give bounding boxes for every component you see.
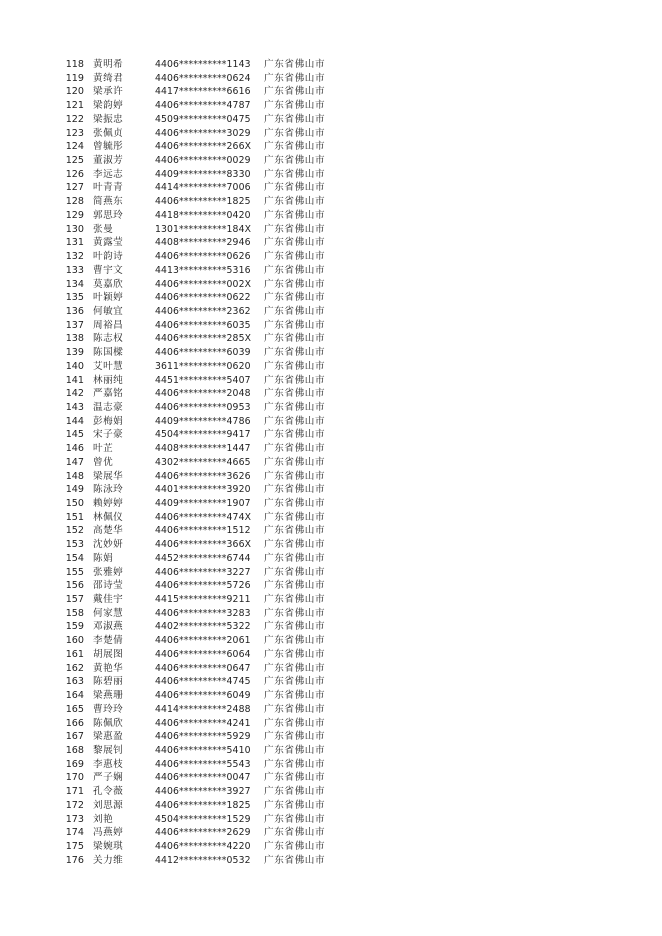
id-number: 4406**********2061 [155,635,251,647]
row-number: 151 [65,511,84,523]
address: 广东省佛山市 [264,388,326,400]
table-row [0,72,662,86]
row-number: 141 [65,374,84,386]
id-number: 4406**********4220 [155,840,251,852]
address: 广东省佛山市 [264,86,326,98]
id-number: 4406**********3626 [155,470,251,482]
row-number: 171 [65,786,84,798]
row-number: 173 [65,813,84,825]
table-row [0,538,662,552]
row-number: 176 [65,854,84,866]
table-row [0,278,662,292]
person-name: 彭梅娟 [93,415,124,427]
person-name: 叶芷 [93,443,114,455]
address: 广东省佛山市 [264,607,326,619]
id-number: 4401**********3920 [155,484,251,496]
address: 广东省佛山市 [264,209,326,221]
id-number: 4409**********8330 [155,168,251,180]
id-number: 4302**********4665 [155,456,251,468]
row-number: 119 [65,72,84,84]
table-row [0,758,662,772]
id-number: 4406**********5410 [155,744,251,756]
row-number: 159 [65,621,84,633]
person-name: 曹宇文 [93,264,124,276]
id-number: 4406**********266X [155,141,252,153]
table-row [0,607,662,621]
table-row [0,566,662,580]
row-number: 172 [65,799,84,811]
row-number: 130 [65,223,84,235]
address: 广东省佛山市 [264,429,326,441]
id-number: 4406**********4745 [155,676,251,688]
address: 广东省佛山市 [264,223,326,235]
address: 广东省佛山市 [264,347,326,359]
id-number: 4406**********5543 [155,758,251,770]
id-number: 4417**********6616 [155,86,251,98]
address: 广东省佛山市 [264,72,326,84]
row-number: 134 [65,278,84,290]
id-number: 4406**********474X [155,511,252,523]
address: 广东省佛山市 [264,758,326,770]
table-row [0,511,662,525]
address: 广东省佛山市 [264,319,326,331]
address: 广东省佛山市 [264,333,326,345]
address: 广东省佛山市 [264,168,326,180]
table-row [0,209,662,223]
table-row [0,634,662,648]
table-row [0,703,662,717]
address: 广东省佛山市 [264,278,326,290]
person-name: 梁婉琪 [93,840,124,852]
person-name: 曾优 [93,456,114,468]
table-row [0,552,662,566]
id-number: 4406**********3227 [155,566,251,578]
row-number: 153 [65,539,84,551]
address: 广东省佛山市 [264,840,326,852]
address: 广东省佛山市 [264,59,326,70]
id-number: 4406**********6039 [155,347,251,359]
person-name: 关力维 [93,854,124,866]
table-row [0,524,662,538]
row-number: 136 [65,305,84,317]
address: 广东省佛山市 [264,443,326,455]
row-number: 146 [65,443,84,455]
table-row [0,428,662,442]
row-number: 139 [65,347,84,359]
address: 广东省佛山市 [264,594,326,606]
address: 广东省佛山市 [264,525,326,537]
table-row [0,813,662,827]
table-row [0,456,662,470]
id-number: 4406**********6035 [155,319,251,331]
row-number: 154 [65,552,84,564]
table-row [0,662,662,676]
row-number: 118 [65,59,84,70]
row-number: 132 [65,251,84,263]
row-number: 169 [65,758,84,770]
row-number: 149 [65,484,84,496]
id-number: 4408**********2946 [155,237,251,249]
row-number: 148 [65,470,84,482]
person-name: 戴佳宇 [93,594,124,606]
table-row [0,675,662,689]
address: 广东省佛山市 [264,799,326,811]
address: 广东省佛山市 [264,401,326,413]
address: 广东省佛山市 [264,772,326,784]
row-number: 163 [65,676,84,688]
id-number: 4406**********0047 [155,772,251,784]
person-name: 严嘉铭 [93,388,124,400]
person-name: 高楚华 [93,525,124,537]
person-name: 沈妙妍 [93,539,124,551]
id-number: 4406**********1143 [155,59,251,70]
id-number: 4414**********7006 [155,182,251,194]
person-name: 张雅婷 [93,566,124,578]
table-row [0,168,662,182]
address: 广东省佛山市 [264,690,326,702]
person-name: 张曼 [93,223,114,235]
person-name: 赖婷婷 [93,498,124,509]
id-number: 4406**********366X [155,539,252,551]
person-name: 李惠枝 [93,758,124,770]
id-number: 4406**********1512 [155,525,251,537]
id-number: 4406**********0622 [155,292,251,304]
row-number: 160 [65,635,84,647]
row-number: 156 [65,580,84,592]
table-row [0,442,662,456]
table-row [0,840,662,854]
person-name: 宋子豪 [93,429,124,441]
person-name: 黄艳华 [93,662,124,674]
address: 广东省佛山市 [264,552,326,564]
row-number: 155 [65,566,84,578]
id-number: 1301**********184X [155,223,252,235]
table-row [0,785,662,799]
person-name: 林佩仪 [93,511,124,523]
table-row [0,140,662,154]
person-name: 叶颖婷 [93,292,124,304]
id-number: 4406**********0953 [155,401,251,413]
id-number: 4406**********2629 [155,827,251,839]
table-row [0,332,662,346]
person-name: 梁振忠 [93,113,124,125]
table-row [0,470,662,484]
table-row [0,58,662,72]
row-number: 137 [65,319,84,331]
person-name: 何敏宜 [93,305,124,317]
address: 广东省佛山市 [264,717,326,729]
id-number: 4452**********6744 [155,552,251,564]
id-number: 4451**********5407 [155,374,251,386]
address: 广东省佛山市 [264,786,326,798]
person-name: 简燕东 [93,196,124,208]
row-number: 150 [65,498,84,509]
person-name: 严子娴 [93,772,124,784]
address: 广东省佛山市 [264,676,326,688]
person-name: 陈泳玲 [93,484,124,496]
address: 广东省佛山市 [264,484,326,496]
id-number: 4406**********6049 [155,690,251,702]
person-name: 黄露莹 [93,237,124,249]
row-number: 127 [65,182,84,194]
table-row [0,744,662,758]
id-number: 4406**********2048 [155,388,251,400]
row-number: 125 [65,155,84,167]
id-number: 4408**********1447 [155,443,251,455]
address: 广东省佛山市 [264,113,326,125]
id-number: 4406**********4241 [155,717,251,729]
address: 广东省佛山市 [264,566,326,578]
table-row [0,305,662,319]
row-number: 121 [65,100,84,112]
table-row [0,181,662,195]
id-number: 4406**********1825 [155,799,251,811]
row-number: 162 [65,662,84,674]
row-number: 142 [65,388,84,400]
id-number: 4504**********9417 [155,429,251,441]
id-number: 4409**********1907 [155,498,251,509]
person-name: 梁承许 [93,86,124,98]
person-name: 周裕昌 [93,319,124,331]
table-row [0,99,662,113]
row-number: 144 [65,415,84,427]
address: 广东省佛山市 [264,744,326,756]
row-number: 129 [65,209,84,221]
address: 广东省佛山市 [264,155,326,167]
person-name: 梁展华 [93,470,124,482]
row-number: 128 [65,196,84,208]
row-number: 131 [65,237,84,249]
address: 广东省佛山市 [264,813,326,825]
address: 广东省佛山市 [264,182,326,194]
id-number: 4509**********0475 [155,113,251,125]
table-row [0,195,662,209]
person-name: 刘思源 [93,799,124,811]
row-number: 175 [65,840,84,852]
row-number: 120 [65,86,84,98]
table-row [0,291,662,305]
table-row [0,771,662,785]
person-name: 黄明希 [93,59,124,70]
table-row [0,360,662,374]
address: 广东省佛山市 [264,511,326,523]
table-row [0,401,662,415]
person-name: 曾毓彤 [93,141,124,153]
table-row [0,826,662,840]
address: 广东省佛山市 [264,498,326,509]
address: 广东省佛山市 [264,264,326,276]
table-row [0,689,662,703]
person-name: 邵诗莹 [93,580,124,592]
table-row [0,620,662,634]
row-number: 168 [65,744,84,756]
id-number: 4504**********1529 [155,813,251,825]
row-number: 143 [65,401,84,413]
row-number: 140 [65,360,84,372]
address: 广东省佛山市 [264,251,326,263]
person-name: 张佩贞 [93,127,124,139]
row-number: 122 [65,113,84,125]
address: 广东省佛山市 [264,305,326,317]
address: 广东省佛山市 [264,635,326,647]
id-number: 4406**********2362 [155,305,251,317]
id-number: 4406**********3283 [155,607,251,619]
id-number: 4406**********3927 [155,786,251,798]
id-number: 4406**********4787 [155,100,251,112]
table-row [0,593,662,607]
person-name: 刘艳 [93,813,114,825]
person-name: 冯燕婷 [93,827,124,839]
table-row [0,799,662,813]
id-number: 4406**********0624 [155,72,251,84]
id-number: 4406**********002X [155,278,252,290]
person-name: 曹玲玲 [93,703,124,715]
person-name: 胡展图 [93,648,124,660]
person-name: 叶韵诗 [93,251,124,263]
person-name: 黄绮君 [93,72,124,84]
table-row [0,264,662,278]
row-number: 133 [65,264,84,276]
table-row [0,346,662,360]
row-number: 147 [65,456,84,468]
person-name: 何家慧 [93,607,124,619]
address: 广东省佛山市 [264,580,326,592]
address: 广东省佛山市 [264,127,326,139]
address: 广东省佛山市 [264,703,326,715]
address: 广东省佛山市 [264,539,326,551]
person-name: 陈佩欣 [93,717,124,729]
table-row [0,113,662,127]
table-row [0,154,662,168]
address: 广东省佛山市 [264,731,326,743]
id-number: 4406**********285X [155,333,252,345]
person-name: 陈碧丽 [93,676,124,688]
row-number: 165 [65,703,84,715]
row-number: 123 [65,127,84,139]
table-row [0,730,662,744]
address: 广东省佛山市 [264,415,326,427]
row-number: 166 [65,717,84,729]
person-name: 陈娟 [93,552,114,564]
address: 广东省佛山市 [264,854,326,866]
table-row [0,319,662,333]
address: 广东省佛山市 [264,237,326,249]
id-number: 4413**********5316 [155,264,251,276]
row-number: 164 [65,690,84,702]
id-number: 4406**********5726 [155,580,251,592]
row-number: 135 [65,292,84,304]
address: 广东省佛山市 [264,292,326,304]
address: 广东省佛山市 [264,662,326,674]
table-row [0,854,662,868]
row-number: 145 [65,429,84,441]
address: 广东省佛山市 [264,100,326,112]
table-row [0,483,662,497]
person-name: 叶青青 [93,182,124,194]
table-row [0,648,662,662]
person-name: 陈国樑 [93,347,124,359]
address: 广东省佛山市 [264,196,326,208]
person-name: 莫嘉欣 [93,278,124,290]
table-row [0,250,662,264]
row-number: 124 [65,141,84,153]
id-number: 4414**********2488 [155,703,251,715]
table-row [0,579,662,593]
person-name: 艾叶慧 [93,360,124,372]
address: 广东省佛山市 [264,648,326,660]
address: 广东省佛山市 [264,456,326,468]
record-list [0,58,662,867]
person-name: 李楚倩 [93,635,124,647]
id-number: 4406**********5929 [155,731,251,743]
row-number: 152 [65,525,84,537]
id-number: 4412**********0532 [155,854,251,866]
table-row [0,717,662,731]
address: 广东省佛山市 [264,470,326,482]
person-name: 林丽纯 [93,374,124,386]
address: 广东省佛山市 [264,621,326,633]
id-number: 3611**********0620 [155,360,251,372]
table-row [0,223,662,237]
address: 广东省佛山市 [264,141,326,153]
row-number: 174 [65,827,84,839]
person-name: 孔令薇 [93,786,124,798]
address: 广东省佛山市 [264,360,326,372]
person-name: 李远志 [93,168,124,180]
row-number: 138 [65,333,84,345]
id-number: 4406**********6064 [155,648,251,660]
id-number: 4406**********0029 [155,155,251,167]
table-row [0,415,662,429]
table-row [0,497,662,511]
id-number: 4406**********3029 [155,127,251,139]
id-number: 4406**********0626 [155,251,251,263]
address: 广东省佛山市 [264,827,326,839]
id-number: 4406**********0647 [155,662,251,674]
table-row [0,387,662,401]
row-number: 161 [65,648,84,660]
id-number: 4418**********0420 [155,209,251,221]
person-name: 陈志权 [93,333,124,345]
table-row [0,236,662,250]
table-row [0,374,662,388]
person-name: 郭思玲 [93,209,124,221]
row-number: 126 [65,168,84,180]
person-name: 邓淑燕 [93,621,124,633]
person-name: 温志豪 [93,401,124,413]
id-number: 4406**********1825 [155,196,251,208]
person-name: 梁韵婷 [93,100,124,112]
row-number: 157 [65,594,84,606]
person-name: 黎展钊 [93,744,124,756]
id-number: 4415**********9211 [155,594,251,606]
id-number: 4409**********4786 [155,415,251,427]
row-number: 158 [65,607,84,619]
row-number: 170 [65,772,84,784]
row-number: 167 [65,731,84,743]
person-name: 梁燕珊 [93,690,124,702]
table-row [0,85,662,99]
person-name: 董淑芳 [93,155,124,167]
id-number: 4402**********5322 [155,621,251,633]
person-name: 梁惠盈 [93,731,124,743]
table-row [0,127,662,141]
address: 广东省佛山市 [264,374,326,386]
